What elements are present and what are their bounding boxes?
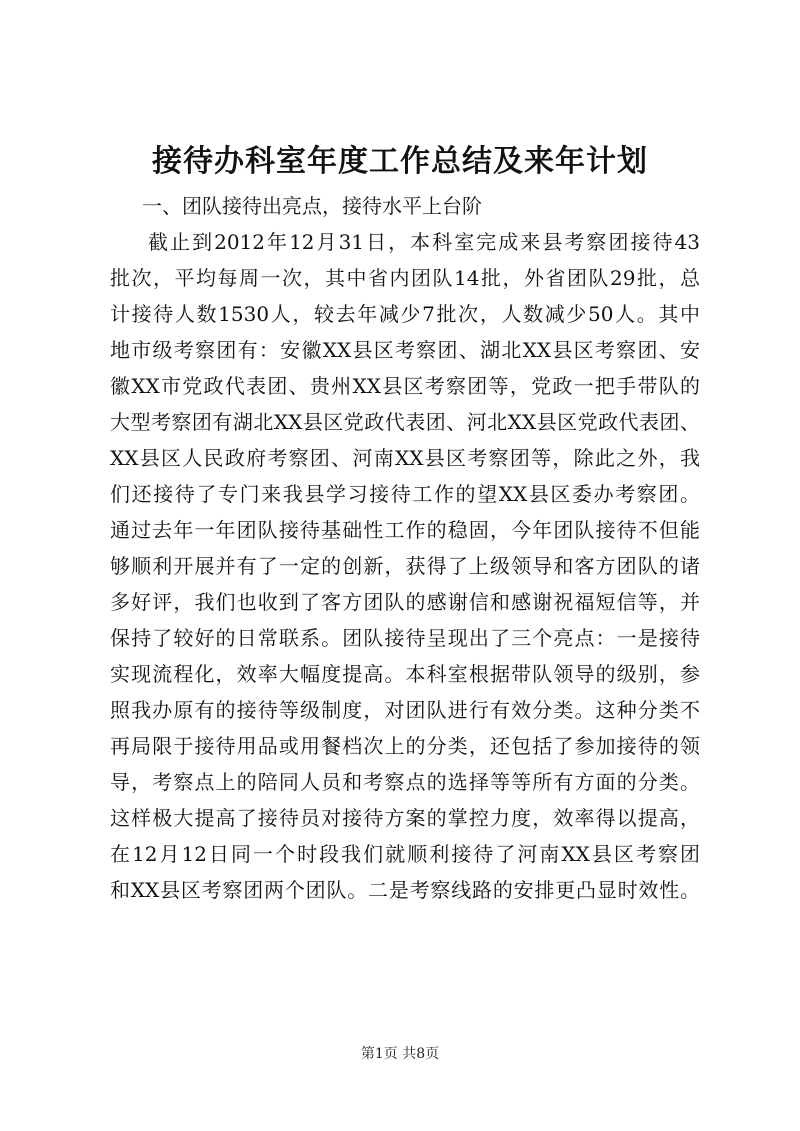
text-line: 地市级考察团有：安徽XX县区考察团、湖北XX县区考察团、安	[110, 338, 700, 362]
text-line: 再局限于接待用品或用餐档次上的分类，还包括了参加接待的领	[110, 734, 700, 758]
text-line: 们还接待了专门来我县学习接待工作的望XX县区委办考察团。	[110, 482, 700, 506]
text-line: 大型考察团有湖北XX县区党政代表团、河北XX县区党政代表团、	[110, 410, 700, 434]
text-line: 徽XX市党政代表团、贵州XX县区考察团等，党政一把手带队的	[110, 374, 700, 398]
text-line: 和XX县区考察团两个团队。二是考察线路的安排更凸显时效性。	[110, 878, 700, 902]
text-line: 在12月12日同一个时段我们就顺利接待了河南XX县区考察团	[110, 842, 700, 866]
text-line: 照我办原有的接待等级制度，对团队进行有效分类。这种分类不	[110, 698, 700, 722]
document-title: 接待办科室年度工作总结及来年计划	[152, 144, 648, 179]
text-line: 保持了较好的日常联系。团队接待呈现出了三个亮点：一是接待	[110, 626, 700, 650]
text-line: 导，考察点上的陪同人员和考察点的选择等等所有方面的分类。	[110, 770, 700, 794]
text-line: 够顺利开展并有了一定的创新，获得了上级领导和客方团队的诸	[110, 554, 700, 578]
text-line: 通过去年一年团队接待基础性工作的稳固，今年团队接待不但能	[110, 518, 700, 542]
text-line: 截止到2012年12月31日，本科室完成来县考察团接待43	[148, 230, 700, 254]
text-line: 这样极大提高了接待员对接待方案的掌控力度，效率得以提高，	[110, 806, 700, 830]
page-number: 第1页 共8页	[360, 1046, 440, 1062]
text-line: XX县区人民政府考察团、河南XX县区考察团等，除此之外，我	[110, 446, 700, 470]
text-line: 实现流程化，效率大幅度提高。本科室根据带队领导的级别，参	[110, 662, 700, 686]
section-heading: 一、团队接待出亮点，接待水平上台阶	[142, 194, 482, 218]
text-line: 计接待人数1530人，较去年减少7批次，人数减少50人。其中	[110, 302, 700, 326]
body-text	[110, 224, 700, 908]
text-line: 批次，平均每周一次，其中省内团队14批，外省团队29批，总	[110, 266, 700, 290]
text-line: 多好评，我们也收到了客方团队的感谢信和感谢祝福短信等，并	[110, 590, 700, 614]
